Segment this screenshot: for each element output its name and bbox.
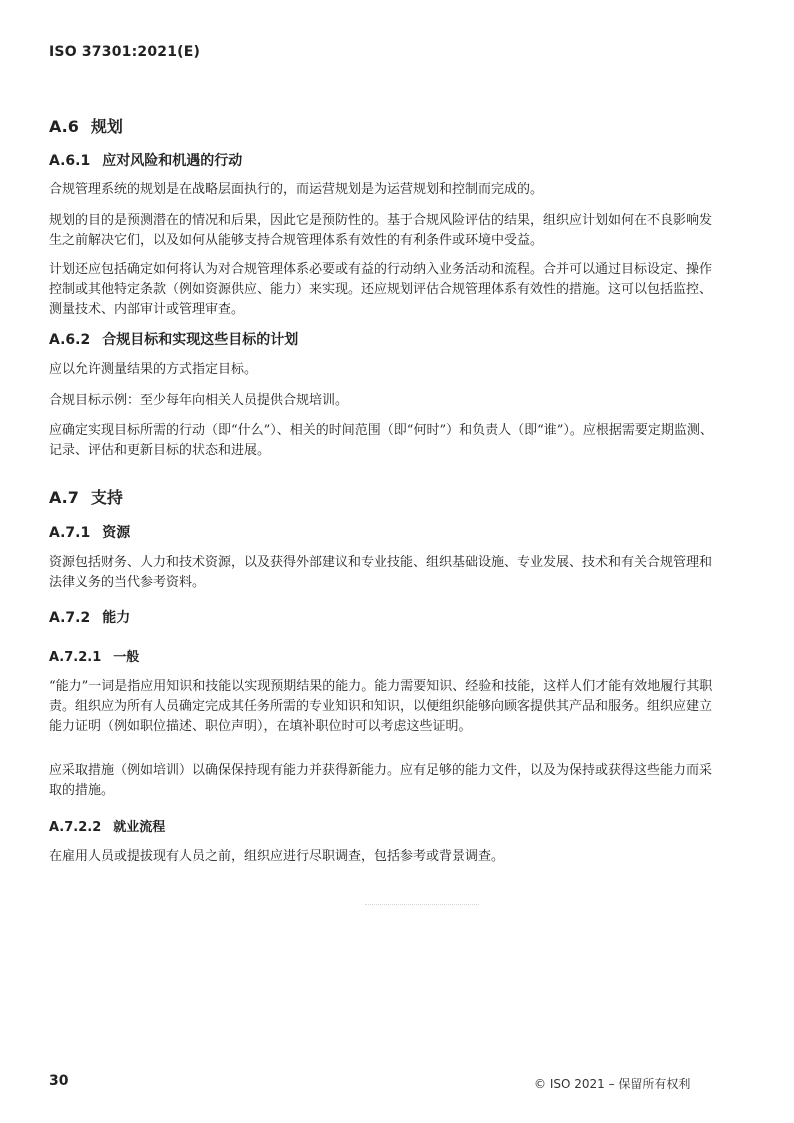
heading-a6: [49, 114, 123, 137]
copyright-notice: © ISO 2021 – 保留所有权利: [534, 1077, 691, 1091]
heading-number: A.7.2: [49, 610, 91, 626]
page-number: 30: [49, 1073, 69, 1089]
paragraph: 计划还应包括确定如何将认为对合规管理体系必要或有益的行动纳入业务活动和流程。合并可以通过目标设定、操作控制或其他特定条款（例如资源供应、能力）来实现。还应规划评估合规管理体系有效性的措施。这可以包括监控、测量技术、内部审计或管理审查。: [49, 262, 713, 317]
heading-title: 应对风险和机遇的行动: [102, 153, 243, 169]
heading-title: 资源: [102, 525, 131, 541]
paragraph: 合规管理系统的规划是在战略层面执行的，而运营规划是为运营规划和控制而完成的。: [49, 182, 544, 197]
heading-number: A.6.2: [49, 332, 91, 348]
heading-a7-2: [49, 607, 130, 627]
paragraph: 应以允许测量结果的方式指定目标。: [49, 362, 258, 377]
paragraph: 资源包括财务、人力和技术资源，以及获得外部建议和专业技能、组织基础设施、专业发展、技术和有关合规管理和法律义务的当代参考资料。: [49, 555, 713, 590]
heading-a7-1: [49, 522, 130, 542]
heading-a7-2-1: [49, 646, 139, 665]
heading-a7-2-2: [49, 816, 165, 835]
heading-number: A.6: [49, 117, 79, 136]
heading-title: 支持: [90, 488, 123, 507]
heading-title: 合规目标和实现这些目标的计划: [102, 332, 299, 348]
heading-number: A.7.1: [49, 525, 91, 541]
faint-dotted-mark: [365, 904, 479, 909]
heading-title: 一般: [113, 650, 140, 665]
heading-number: A.7.2.1: [49, 650, 102, 665]
heading-title: 规划: [90, 117, 123, 136]
heading-title: 就业流程: [113, 820, 166, 835]
paragraph: 规划的目的是预测潜在的情况和后果，因此它是预防性的。基于合规风险评估的结果，组织应计划如何在不良影响发生之前解决它们，以及如何从能够支持合规管理体系有效性的有利条件或环境中受益。: [49, 213, 713, 248]
heading-number: A.6.1: [49, 153, 91, 169]
document-id: ISO 37301:2021(E): [49, 44, 201, 60]
paragraph: 合规目标示例：至少每年向相关人员提供合规培训。: [49, 393, 349, 408]
heading-a7: [49, 485, 123, 508]
heading-a6-2: [49, 329, 298, 349]
heading-number: A.7.2.2: [49, 820, 102, 835]
heading-a6-1: [49, 150, 242, 170]
heading-title: 能力: [102, 610, 131, 626]
paragraph: 在雇用人员或提拔现有人员之前，组织应进行尽职调查，包括参考或背景调查。: [49, 849, 505, 864]
heading-number: A.7: [49, 488, 79, 507]
paragraph: “能力”一词是指应用知识和技能以实现预期结果的能力。能力需要知识、经验和技能，这样人们才能有效地履行其职责。组织应为所有人员确定完成其任务所需的专业知识和知识，以便组织能够向顾客提供其产品和服务。组织应建立能力证明（例如职位描述、职位声明），在填补职位时可以考虑这些证明。: [49, 679, 713, 734]
paragraph: 应确定实现目标所需的行动（即“什么”）、相关的时间范围（即“何时”）和负责人（即“谁”）。应根据需要定期监测、记录、评估和更新目标的状态和进展。: [49, 423, 713, 458]
paragraph: 应采取措施（例如培训）以确保保持现有能力并获得新能力。应有足够的能力文件，以及为保持或获得这些能力而采取的措施。: [49, 763, 713, 798]
